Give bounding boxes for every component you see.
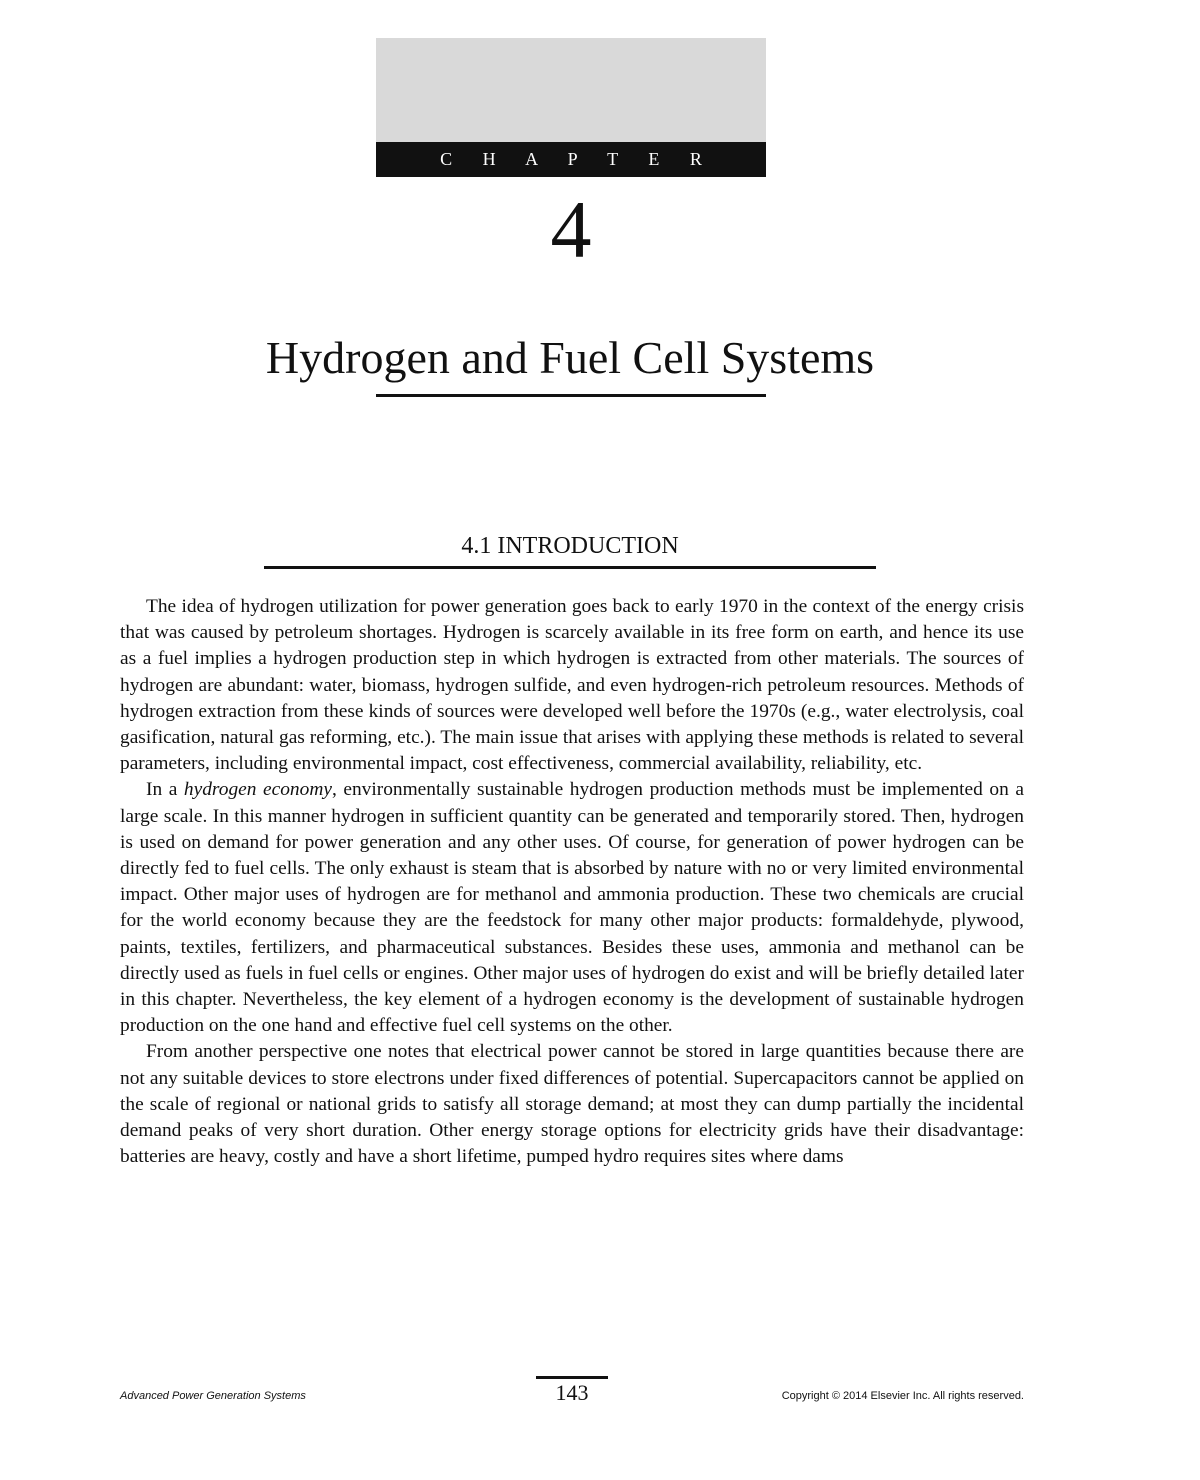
chapter-header-box <box>376 38 766 142</box>
paragraph-2-intro: In a <box>146 779 184 801</box>
footer-book-title: Advanced Power Generation Systems <box>120 1390 306 1402</box>
footer-copyright: Copyright © 2014 Elsevier Inc. All rights reserved. <box>781 1390 1024 1402</box>
page-number: 143 <box>555 1380 589 1405</box>
chapter-title: Hydrogen and Fuel Cell Systems <box>265 332 875 383</box>
chapter-number: 4 <box>550 184 592 275</box>
paragraph-2 <box>120 777 1024 1039</box>
section-divider <box>264 566 876 569</box>
paragraph-2-rest: , environmentally sustainable hydrogen production methods must be implemented on a large scale. In this manner hydrogen in sufficient quantity can be generated and temporarily stored. Then, hydrogen is used on demand for power generation and any other uses. Of course, for generation of power hydrogen can be directly fed to fuel cells. The only exhaust is steam that is absorbed by nature with no or very limited environmental impact. Other major uses of hydrogen are for methanol and ammonia production. These two chemicals are crucial for the world economy because they are the feedstock for many other major products: formaldehyde, plywood, paints, textiles, fertilizers, and pharmaceutical substances. Besides these uses, ammonia and methanol can be directly used as fuels in fuel cells or engines. Other major uses of hydrogen do exist and will be briefly detailed later in this chapter. Nevertheless, the key element of a hydrogen economy is the development of sustainable hydrogen production on the one hand and effective fuel cell systems on the other. <box>120 779 1024 1037</box>
section-heading: 4.1 INTRODUCTION <box>461 533 679 559</box>
paragraph-3: From another perspective one notes that electrical power cannot be stored in large quantities because there are not any suitable devices to store electrons under fixed differences of potential. Supercapacitors cannot be applied on the scale of regional or national grids to satisfy all storage demand; at most they can dump partially the incidental demand peaks of very short duration. Other energy storage options for electricity grids have their disadvantage: batteries are heavy, costly and have a short lifetime, pumped hydro requires sites where dams <box>120 1041 1024 1168</box>
title-divider <box>376 394 766 397</box>
paragraph-1: The idea of hydrogen utilization for power generation goes back to early 1970 in the context of the energy crisis that was caused by petroleum shortages. Hydrogen is scarcely available in its free form on earth, and hence its use as a fuel implies a hydrogen production step in which hydrogen is extracted from other materials. The sources of hydrogen are abundant: water, biomass, hydrogen sulfide, and even hydrogen-rich petroleum resources. Methods of hydrogen extraction from these kinds of sources were developed well before the 1970s (e.g., water electrolysis, coal gasification, natural gas reforming, etc.). The main issue that arises with applying these methods is related to several parameters, including environmental impact, cost effectiveness, commercial availability, reliability, etc. <box>120 596 1024 775</box>
chapter-label: C H A P T E R <box>376 142 766 177</box>
italic-term: hydrogen economy <box>183 779 332 801</box>
body-text <box>120 594 1024 1170</box>
